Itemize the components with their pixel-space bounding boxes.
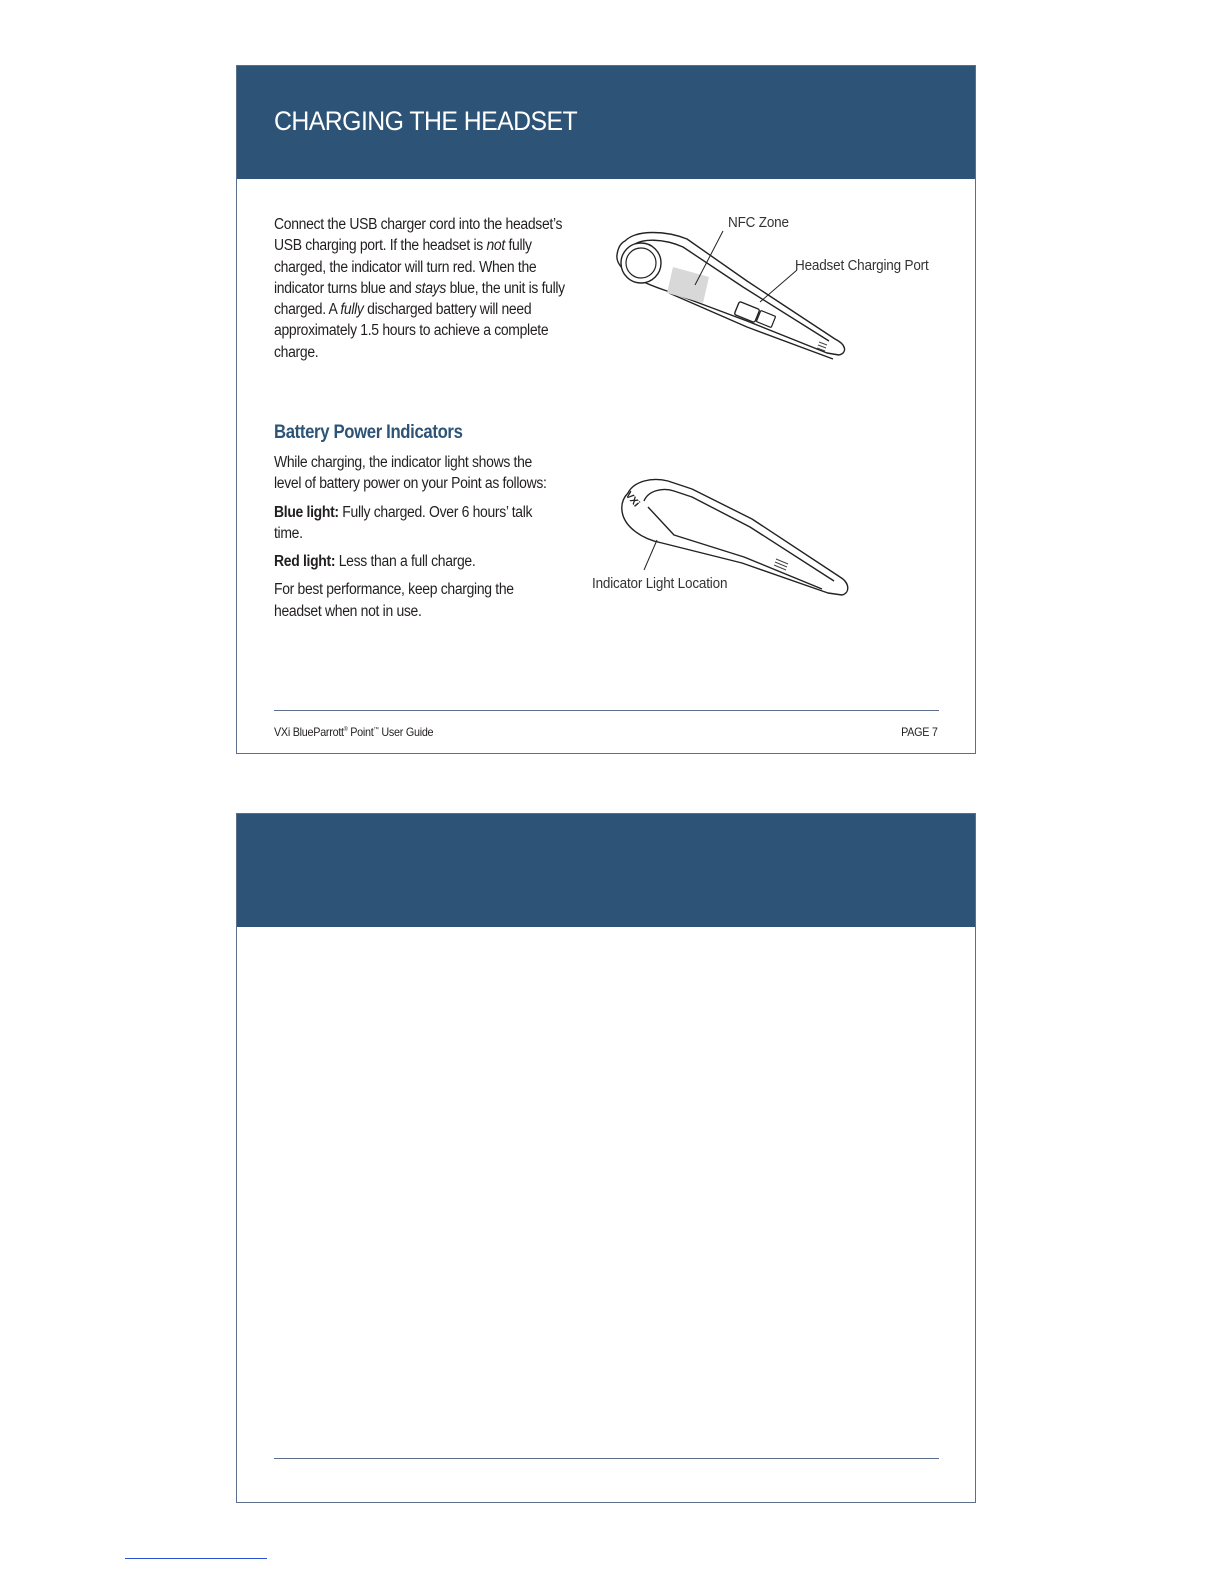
footnote-rule	[125, 1558, 267, 1559]
footer-rule	[274, 1458, 939, 1459]
emphasis-stays: stays	[415, 279, 447, 297]
title-banner	[237, 66, 975, 179]
emphasis-not: not	[486, 237, 505, 255]
nfc-zone-leader-line	[687, 229, 727, 289]
battery-section-heading: Battery Power Indicators	[274, 422, 463, 443]
indicator-leader-line	[635, 536, 665, 576]
battery-intro: While charging, the indicator light shows the level of battery power on your Point as follows:	[274, 454, 547, 493]
title-banner-empty	[237, 814, 975, 927]
manual-page-7	[236, 65, 976, 754]
svg-text:VXi: VXi	[622, 489, 642, 510]
footer-rule	[274, 710, 939, 711]
charging-port-callout: Headset Charging Port	[795, 257, 929, 274]
charging-instructions: Connect the USB charger cord into the headset’s USB charging port. If the headset is not fully charged, the indicator will turn red. When the indicator turns blue and stays blue, the unit is fully charged. A fully discharged battery will need approximately 1.5 hours to achieve a complete charge.	[274, 216, 565, 361]
page-title: CHARGING THE HEADSET	[274, 106, 578, 136]
headset-charging-port-illustration	[607, 221, 867, 371]
emphasis-fully: fully	[340, 301, 364, 319]
nfc-zone-callout: NFC Zone	[728, 214, 789, 231]
footer-guide-title: VXi BlueParrott® Point™ User Guide	[274, 725, 434, 739]
footer-page-number: PAGE 7	[901, 725, 938, 739]
charging-tip: For best performance, keep charging the headset when not in use.	[274, 581, 514, 620]
indicator-light-callout: Indicator Light Location	[592, 575, 728, 592]
red-light-description: Red light: Less than a full charge.	[274, 553, 476, 571]
battery-indicator-text	[274, 452, 549, 629]
manual-page-blank	[236, 813, 976, 1503]
blue-light-description: Blue light: Fully charged. Over 6 hours’ talk time.	[274, 503, 533, 542]
charging-port-leader-line	[752, 266, 802, 308]
